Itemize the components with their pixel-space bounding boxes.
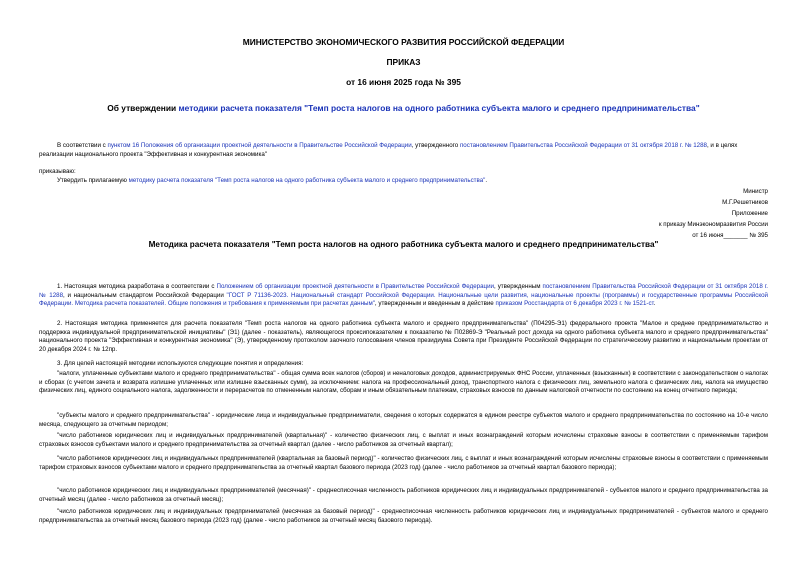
signatory-position: Министр: [743, 188, 768, 195]
gost-standard-link[interactable]: "ГОСТ Р 71136-2023. Национальный стандарт Российской Федерации. Национальные цели развития, национальные проекты (программы) и государственные программы Российской Федерации. Методика расчета показателей. Общие положения и требования к применяемым при расчетах данным": [39, 291, 769, 308]
item-text: 1. Настоящая методика разработана в соответствии с: [57, 283, 217, 290]
order-clause: приказываю:: [39, 168, 76, 175]
government-decree-link[interactable]: постановлением Правительства Российской Федерации от 31 октября 2018 г. № 1288: [459, 142, 707, 149]
government-decree-link[interactable]: постановлением Правительства Российской Федерации от 31 октября 2018 г. № 1288: [39, 283, 768, 299]
preamble-paragraph: [39, 142, 768, 159]
methodology-link[interactable]: методику расчета показателя "Темп роста налогов на одного работника субъекта малого и среднего предпринимательства": [128, 177, 486, 184]
definition-sme-entities: "субъекты малого и среднего предпринимательства" - юридические лица и индивидуальные предприниматели, сведения о которых содержатся в едином реестре субъектов малого и среднего предпринимательства по состоянию на 10-е число месяца, следующего за отчетным периодом;: [39, 412, 768, 428]
definition-monthly-workers: "число работников юридических лиц и индивидуальных предпринимателей (месячная)" - среднесписочная численность работников юридических лиц и индивидуальных предпринимателей - субъектов малого и среднего предпринимательства за отчетный месяц (далее - число работников за отчетный месяц);: [39, 487, 768, 503]
appendix-to-order: к приказу Минэкономразвития России: [658, 221, 768, 228]
definition-taxes-paid: "налоги, уплаченные субъектами малого и среднего предпринимательства" - общая сумма всех налогов (сборов) и неналоговых доходов, администрируемых ФНС России, уплаченных (взысканных) в соответствии с законодательством о налогах и сборах (с учетом зачета и возврата излишне уплаченных или излишне взысканных сумм), за исключением: налога на профессиональный доход, транспортного налога с физических лиц, земельного налога с физических лиц, налога на имущество физических лиц, единого социального налога, задолженности и перерасчетов по отмененным налогам, сборам и иным обязательным платежам, страховых взносов по данным налоговой отчетности по состоянию на конец отчетного периода;: [39, 370, 768, 395]
signatory-name: М.Г.Решетников: [722, 199, 768, 206]
preamble-text: , утвержденного: [411, 142, 460, 149]
approve-paragraph: [39, 177, 768, 186]
item-text: , утвержденным и введенным в действие: [374, 300, 496, 308]
ministry-name: МИНИСТЕРСТВО ЭКОНОМИЧЕСКОГО РАЗВИТИЯ РОССИЙСКОЙ ФЕДЕРАЦИИ: [242, 37, 565, 47]
definition-quarterly-workers-base: "число работников юридических лиц и индивидуальных предпринимателей (квартальная за базовый период)" - количество физических лиц, с выплат и иных вознаграждений которым исчислены страховые взносы в соответствии с применяемым тарифом страховых взносов субъектами малого и среднего предпринимательства за отчетный квартал базового периода (2023 год) (далее - число работников за отчетный квартал базового периода);: [39, 455, 768, 471]
document-type: ПРИКАЗ: [386, 57, 421, 67]
item-text: , утвержденным: [493, 283, 543, 290]
approve-text: Утвердить прилагаемую: [57, 177, 129, 184]
preamble-text: В соответствии с: [57, 142, 108, 149]
methodology-title: Методика расчета показателя "Темп роста налогов на одного работника субъекта малого и среднего предпринимательства": [148, 240, 659, 249]
preamble-text: , и в целях реализации национального проекта "Эффективная и конкурентная экономика": [39, 142, 738, 158]
title-prefix: Об утверждении: [107, 103, 179, 113]
definition-quarterly-workers: "число работников юридических лиц и индивидуальных предпринимателей (квартальная)" - количество физических лиц, с выплат и иных вознаграждений которым исчислены страховые взносы в соответствии с применяемым тарифом страховых взносов субъектами малого и среднего предпринимательства за отчетный квартал (далее - число работников за отчетный квартал);: [39, 432, 768, 448]
methodology-item-1: [39, 283, 768, 309]
methodology-item-2: 2. Настоящая методика применяется для расчета показателя "Темп роста налогов на одного работника субъекта малого и среднего предпринимательства" (П04295-Э1) федерального проекта "Малое и среднее предпринимательство и поддержка индивидуальной предпринимательской инициативы" (Э1) (далее - показатель), являющегося проксипоказателем к показателю № П02869-Э "Реальный рост дохода на одного работника субъекта малого и среднего предпринимательства" национального проекта "Эффективная и конкурентная экономика" (Э), утвержденному протоколом заочного голосования членов президиума Совета при Президенте Российской Федерации по стратегическому развитию и национальным проектам от 20 декабря 2024 г. № 12пр.: [39, 320, 768, 353]
approve-text: .: [485, 177, 488, 184]
document-title: [40, 103, 767, 113]
definition-monthly-workers-base: "число работников юридических лиц и индивидуальных предпринимателей (месячная за базовый период)" - среднесписочная численность работников юридических лиц и индивидуальных предпринимателей - субъектов малого и среднего предпринимательства за отчетный месяц базового периода (2023 год) (далее - число работников за отчетный месяц базового периода).: [39, 508, 768, 524]
appendix-label: Приложение: [731, 210, 768, 217]
regulation-link[interactable]: Положением об организации проектной деятельности в Правительстве Российской Федерации: [216, 283, 494, 290]
document-date-number: от 16 июня 2025 года № 395: [346, 77, 461, 87]
item-text: .: [653, 300, 656, 308]
item-text: , и национальным стандартом Российской Федерации: [63, 291, 227, 299]
title-methodology-link[interactable]: методики расчета показателя "Темп роста налогов на одного работника субъекта малого и среднего предпринимательства": [178, 103, 700, 113]
methodology-item-3: 3. Для целей настоящей методики используются следующие понятия и определения:: [57, 360, 304, 367]
regulation-link[interactable]: пунктом 16 Положения об организации проектной деятельности в Правительстве Российской Федерации: [107, 142, 412, 149]
appendix-date: от 16 июня_______ № 395: [692, 232, 768, 239]
rosstandart-order-link[interactable]: приказом Росстандарта от 6 декабря 2023 г. № 1521-ст: [495, 300, 654, 308]
